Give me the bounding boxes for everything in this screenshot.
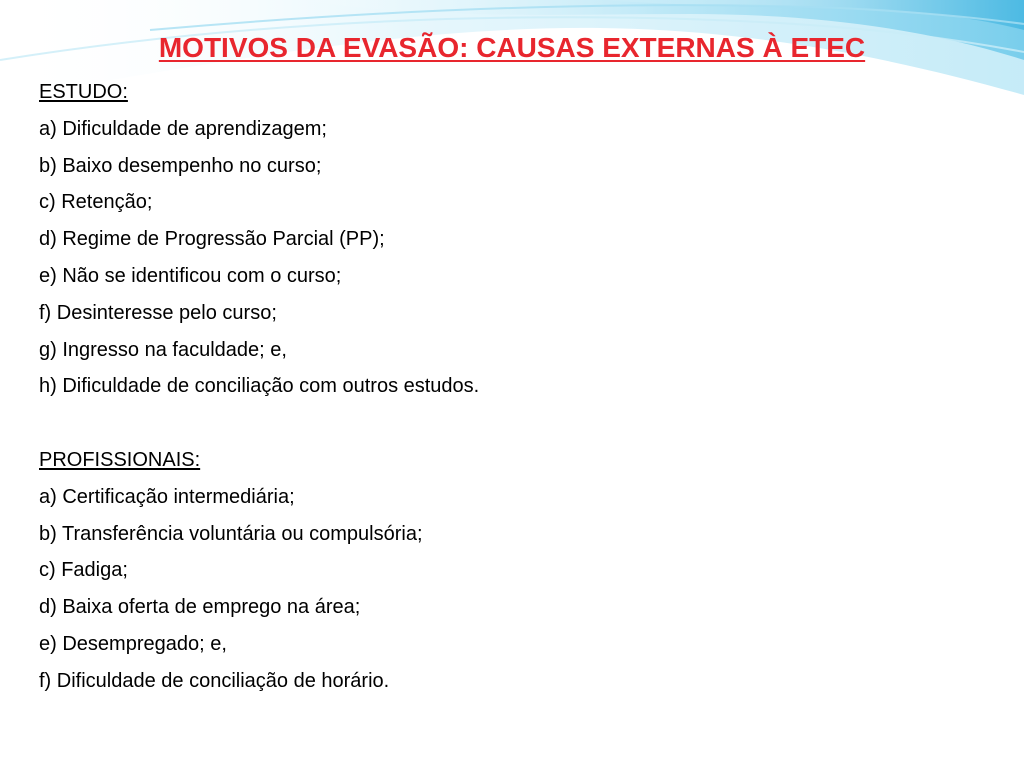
page-title: MOTIVOS DA EVASÃO: CAUSAS EXTERNAS À ETEC (158, 32, 866, 63)
list-item: a) Dificuldade de aprendizagem; (39, 117, 327, 140)
section-heading-estudo: ESTUDO: (39, 81, 128, 103)
list-item: a) Certificação intermediária; (39, 485, 295, 508)
list-item: d) Baixa oferta de emprego na área; (39, 596, 361, 619)
list-item: e) Não se identificou com o curso; (39, 264, 342, 287)
slide-content (39, 74, 999, 700)
section-heading-profissionais: PROFISSIONAIS: (39, 448, 201, 471)
list-item: g) Ingresso na faculdade; e, (39, 338, 287, 361)
list-item: b) Transferência voluntária ou compulsória; (39, 522, 423, 545)
list-item: f) Desinteresse pelo curso; (39, 301, 277, 324)
list-item: b) Baixo desempenho no curso; (39, 154, 322, 177)
list-item: e) Desempregado; e, (39, 632, 227, 655)
list-item: c) Fadiga; (39, 559, 128, 582)
list-item: c) Retenção; (39, 191, 153, 214)
list-item: f) Dificuldade de conciliação de horário. (39, 669, 390, 692)
list-item: h) Dificuldade de conciliação com outros estudos. (39, 375, 480, 398)
list-item: d) Regime de Progressão Parcial (PP); (39, 228, 385, 251)
section-spacer (39, 405, 999, 442)
